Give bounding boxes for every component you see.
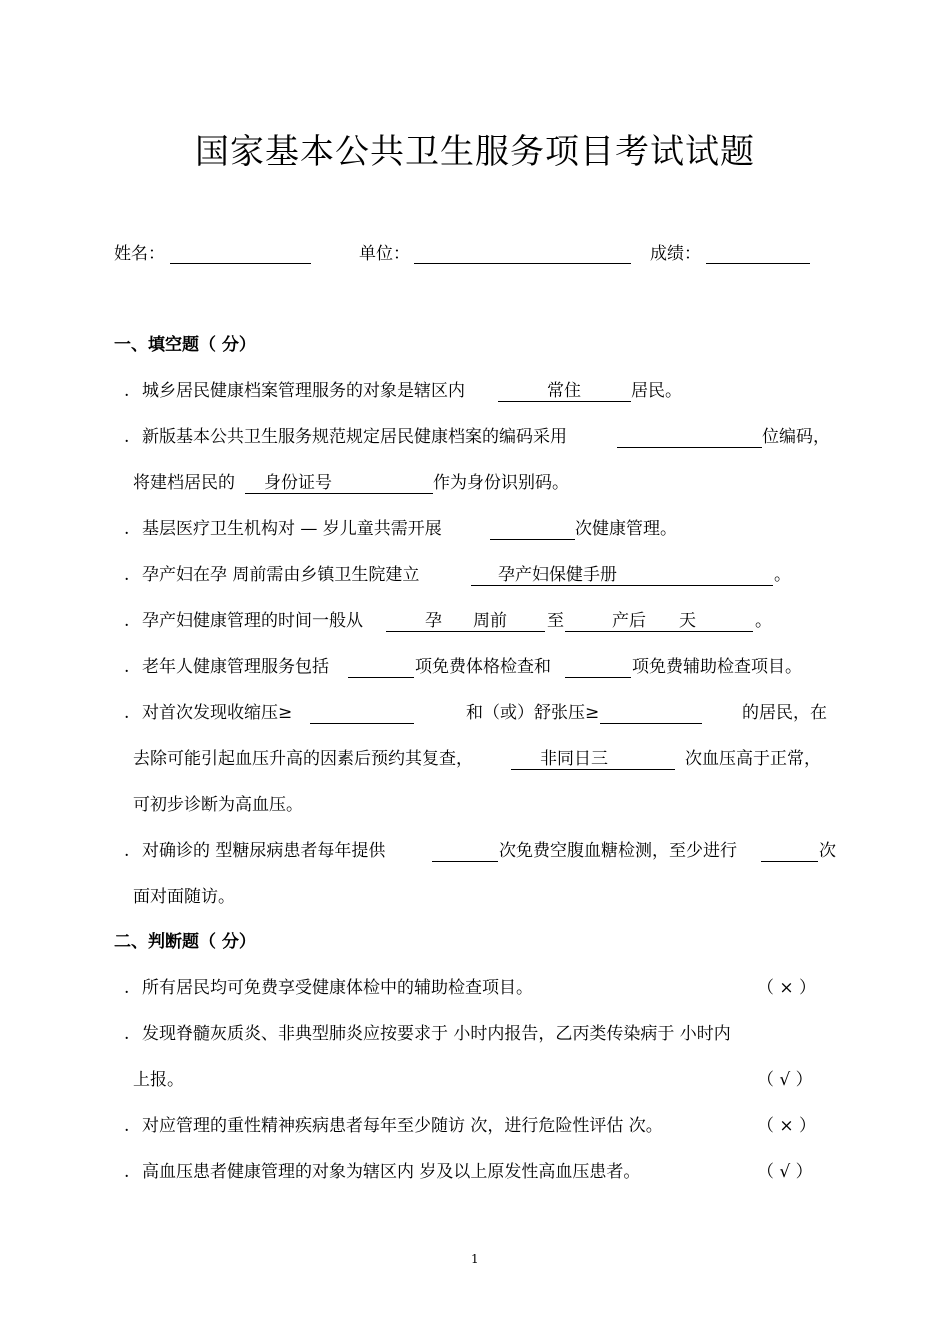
question-text: 城乡居民健康档案管理服务的对象是辖区内 — [142, 381, 465, 401]
answer-blank — [386, 631, 545, 632]
question-text-end: 次健康管理。 — [575, 519, 677, 539]
question-text-line3: 可初步诊断为高血压。 — [133, 795, 303, 815]
judge-answer: （ √ ） — [757, 1070, 813, 1090]
question-number: . — [124, 978, 130, 998]
question-text-end: 项免费辅助检查项目。 — [632, 657, 802, 677]
question-number: . — [124, 519, 130, 539]
question-number: . — [124, 841, 130, 861]
judge-answer: （ √ ） — [757, 1162, 813, 1182]
answer-blank — [310, 723, 414, 724]
question-text-mid: 至 — [547, 611, 564, 631]
question-text: 对首次发现收缩压≥ — [142, 703, 293, 723]
question-text-mid: 次免费空腹血糖检测，至少进行 — [499, 841, 737, 861]
answer-text: 常住 — [547, 381, 581, 401]
answer-text: 天 — [679, 611, 696, 631]
question-number: . — [124, 565, 130, 585]
answer-text: 身份证号 — [264, 473, 332, 493]
answer-blank — [490, 539, 575, 540]
question-text: 孕产妇在孕 周前需由乡镇卫生院建立 — [142, 565, 420, 585]
question-text: 所有居民均可免费享受健康体检中的辅助检查项目。 — [142, 978, 533, 998]
question-text-end: 。 — [774, 565, 791, 585]
question-text: 对确诊的 型糖尿病患者每年提供 — [142, 841, 386, 861]
question-text: 高血压患者健康管理的对象为辖区内 岁及以上原发性高血压患者。 — [142, 1162, 641, 1182]
question-text-line2: 上报。 — [133, 1070, 184, 1090]
question-number: . — [124, 611, 130, 631]
question-text-end: 次 — [819, 841, 836, 861]
question-number: . — [124, 381, 130, 401]
question-text-line2: 将建档居民的 — [133, 473, 235, 493]
question-text-end: 居民。 — [631, 381, 682, 401]
question-text-end: 作为身份识别码。 — [433, 473, 569, 493]
question-text-mid: 项免费体格检查和 — [415, 657, 551, 677]
score-label: 成绩： — [650, 244, 701, 264]
answer-blank — [432, 861, 498, 862]
answer-text: 产后 — [612, 611, 646, 631]
question-number: . — [124, 657, 130, 677]
question-text-mid: 和（或）舒张压≥ — [466, 703, 600, 723]
answer-blank — [348, 677, 414, 678]
question-text: 孕产妇健康管理的时间一般从 — [142, 611, 363, 631]
answer-blank — [565, 677, 631, 678]
answer-blank — [761, 861, 818, 862]
question-number: . — [124, 703, 130, 723]
question-text: 老年人健康管理服务包括 — [142, 657, 329, 677]
answer-blank — [617, 447, 762, 448]
question-text-line2: 面对面随访。 — [133, 887, 235, 907]
name-blank[interactable] — [170, 263, 311, 264]
question-number: . — [124, 1116, 130, 1136]
question-text-end: 的居民，在 — [742, 703, 827, 723]
answer-blank — [600, 723, 702, 724]
question-text: 发现脊髓灰质炎、非典型肺炎应按要求于 小时内报告，乙丙类传染病于 小时内 — [142, 1024, 731, 1044]
question-text: 新版基本公共卫生服务规范规定居民健康档案的编码采用 — [142, 427, 567, 447]
name-label: 姓名： — [114, 244, 165, 264]
page-number: 1 — [471, 1252, 479, 1266]
answer-text: 周前 — [473, 611, 507, 631]
question-number: . — [124, 1162, 130, 1182]
section1-heading: 一、填空题（ 分） — [114, 335, 256, 355]
judge-answer: （ × ） — [757, 978, 817, 998]
answer-text: 孕产妇保健手册 — [498, 565, 617, 585]
question-text: 基层医疗卫生机构对 — 岁儿童共需开展 — [142, 519, 442, 539]
page-title: 国家基本公共卫生服务项目考试试题 — [195, 132, 755, 172]
score-blank[interactable] — [706, 263, 810, 264]
unit-blank[interactable] — [414, 263, 631, 264]
question-text-end: 次血压高于正常， — [685, 749, 821, 769]
answer-blank — [565, 631, 753, 632]
unit-label: 单位： — [359, 244, 410, 264]
answer-text: 孕 — [425, 611, 442, 631]
question-text-end: 。 — [755, 611, 772, 631]
question-number: . — [124, 1024, 130, 1044]
judge-answer: （ × ） — [757, 1116, 817, 1136]
question-text-end: 位编码， — [762, 427, 830, 447]
question-number: . — [124, 427, 130, 447]
answer-text: 非同日三 — [540, 749, 608, 769]
section2-heading: 二、判断题（ 分） — [114, 932, 256, 952]
question-text: 对应管理的重性精神疾病患者每年至少随访 次，进行危险性评估 次。 — [142, 1116, 663, 1136]
question-text-line2: 去除可能引起血压升高的因素后预约其复查， — [133, 749, 473, 769]
